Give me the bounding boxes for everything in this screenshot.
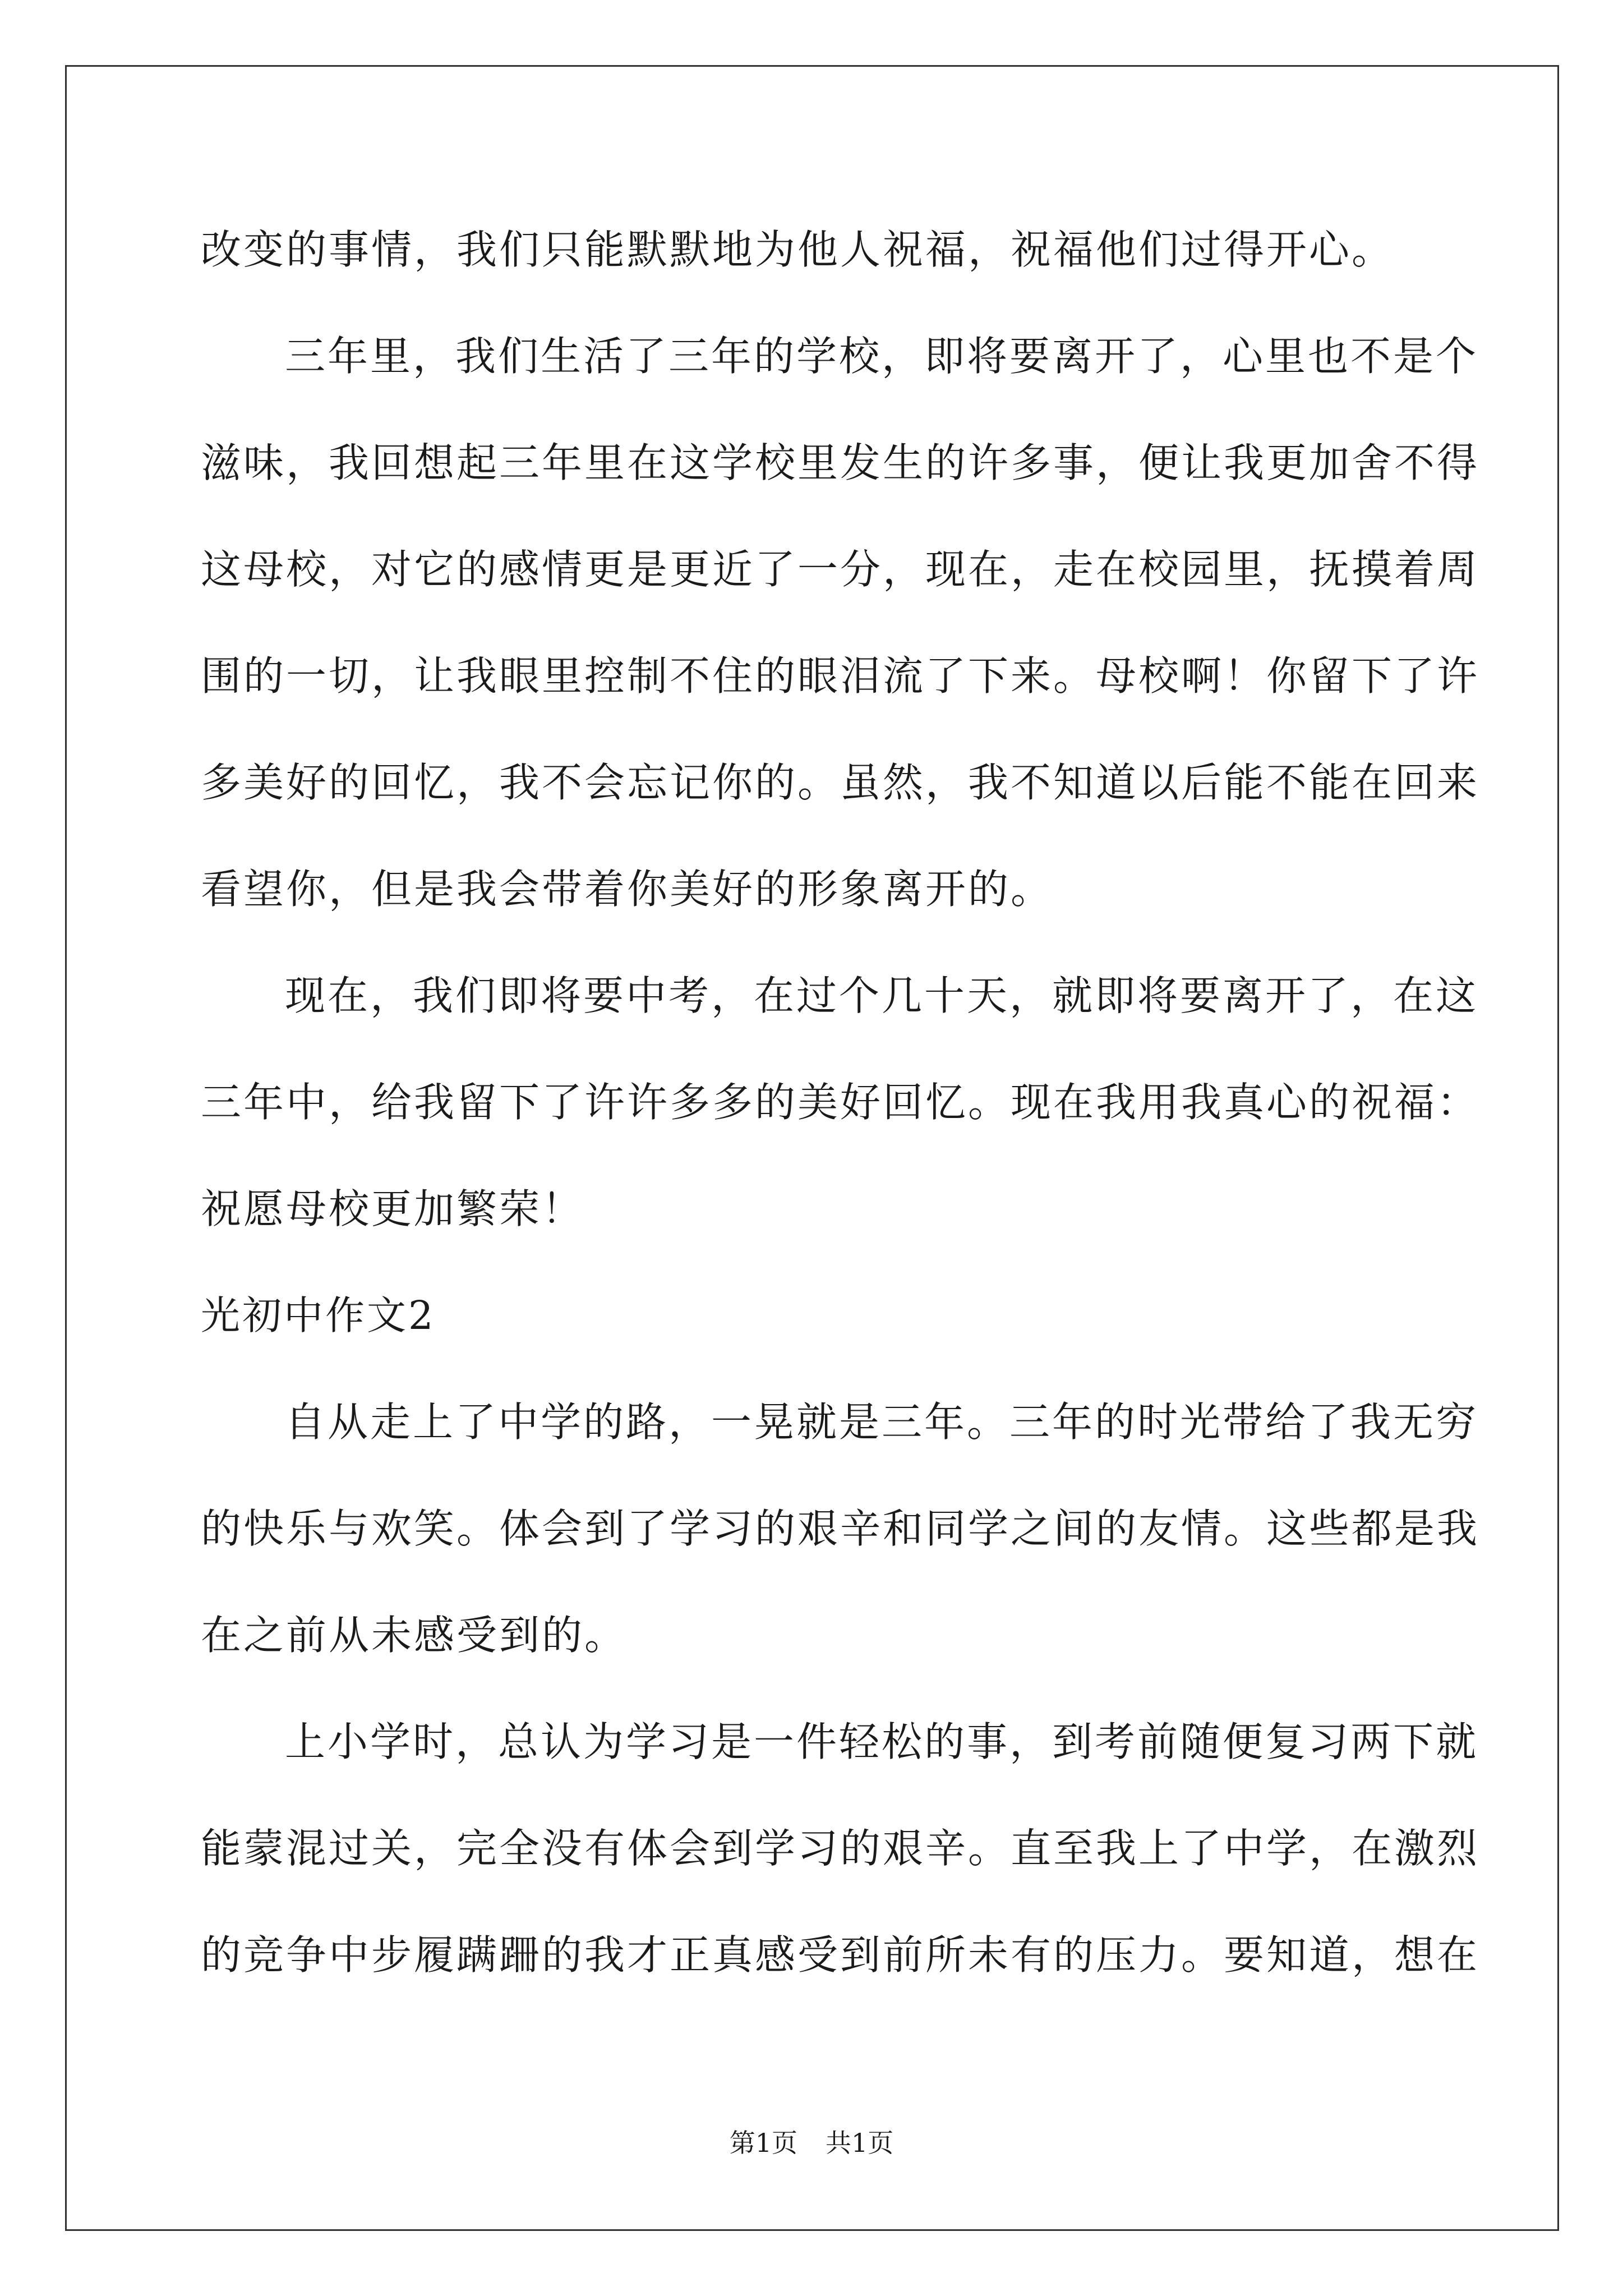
text-line: 这母校，对它的感情更是更近了一分，现在，走在校园里，抚摸着周: [201, 546, 1480, 593]
text-line: 三年中，给我留下了许许多多的美好回忆。现在我用我真心的祝福：: [201, 1079, 1480, 1126]
text-line: 能蒙混过关，完全没有体会到学习的艰辛。直至我上了中学，在激烈: [201, 1825, 1480, 1872]
text-line: 围的一切，让我眼里控制不住的眼泪流了下来。母校啊！你留下了许: [201, 652, 1480, 700]
section-heading: 光初中作文2: [201, 1292, 436, 1338]
page-total: 共1页: [826, 2128, 894, 2158]
text-line: 在之前从未感受到的。: [201, 1612, 628, 1659]
page-number: 第1页: [729, 2128, 797, 2158]
document-body: [201, 196, 1480, 2008]
text-line: 祝愿母校更加繁荣！: [201, 1185, 585, 1232]
text-line: 的竞争中步履蹒跚的我才正真感受到前所未有的压力。要知道，想在: [201, 1931, 1480, 1978]
text-line: 改变的事情，我们只能默默地为他人祝福，祝福他们过得开心。: [201, 226, 1395, 273]
text-line: 三年里，我们生活了三年的学校，即将要离开了，心里也不是个: [285, 333, 1479, 380]
text-line: 看望你，但是我会带着你美好的形象离开的。: [201, 866, 1054, 913]
text-line: 的快乐与欢笑。体会到了学习的艰辛和同学之间的友情。这些都是我: [201, 1505, 1480, 1552]
text-line: 多美好的回忆，我不会忘记你的。虽然，我不知道以后能不能在回来: [201, 759, 1480, 806]
text-line: 现在，我们即将要中考，在过个几十天，就即将要离开了，在这: [285, 972, 1479, 1019]
text-line: 上小学时，总认为学习是一件轻松的事，到考前随便复习两下就: [285, 1718, 1479, 1765]
page-footer: [0, 2126, 1623, 2160]
text-line: 滋味，我回想起三年里在这学校里发生的许多事，便让我更加舍不得: [201, 439, 1480, 486]
text-line: 自从走上了中学的路，一晃就是三年。三年的时光带给了我无穷: [285, 1398, 1479, 1446]
